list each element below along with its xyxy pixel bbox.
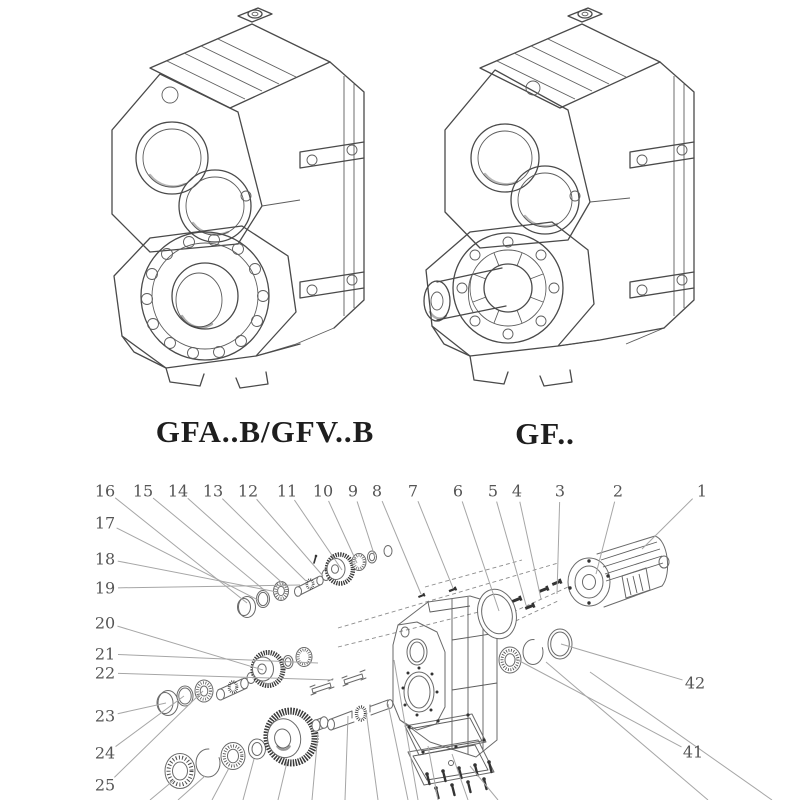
leader-line-24: [116, 696, 184, 747]
leader-line-42: [561, 644, 683, 680]
callout-number-1: 1: [696, 481, 708, 501]
housing-gasket: [405, 713, 486, 755]
leader-line-5: [497, 502, 526, 605]
leader-line-20: [117, 626, 263, 670]
shaft-keys: [310, 670, 366, 695]
leader-line-14: [188, 498, 288, 588]
callout-number-3: 3: [554, 481, 566, 501]
model-label-gf: GF..: [515, 416, 575, 451]
reducer-drawing-gf: [424, 8, 694, 386]
exploded-view: [150, 536, 772, 800]
output-flange-rings: [473, 585, 572, 673]
leader-line-41: [514, 658, 681, 747]
callout-number-13: 13: [202, 481, 224, 501]
input-shaft-assembly: [238, 546, 393, 618]
callout-number-17: 17: [94, 513, 116, 533]
callout-number-22: 22: [94, 663, 116, 683]
leader-line-4: [520, 502, 541, 599]
callout-number-8: 8: [371, 481, 383, 501]
callout-number-4: 4: [511, 481, 523, 501]
callout-number-25: 25: [94, 775, 116, 795]
output-shaft-assembly: [165, 700, 393, 789]
leader-line-7: [418, 501, 453, 588]
leader-line-1: [642, 499, 693, 549]
leader-line-10: [329, 501, 357, 563]
callout-number-11: 11: [276, 481, 298, 501]
callout-number-18: 18: [94, 549, 116, 569]
assembly-axis-dashed: [338, 563, 558, 628]
callout-number-21: 21: [94, 644, 116, 664]
callout-number-41: 41: [682, 742, 704, 762]
callout-number-15: 15: [132, 481, 154, 501]
reducer-drawing-gfab-gfvb: [112, 8, 364, 388]
callout-number-42: 42: [684, 673, 706, 693]
flange-bolt-holes: [457, 237, 559, 339]
callout-number-5: 5: [487, 481, 499, 501]
callout-number-14: 14: [167, 481, 189, 501]
leader-line-11: [294, 500, 342, 570]
callout-number-7: 7: [407, 481, 419, 501]
intermediate-shaft-assembly: [157, 648, 312, 716]
callout-number-19: 19: [94, 578, 116, 598]
callout-layer: [95, 482, 707, 795]
callout-number-6: 6: [452, 481, 464, 501]
leader-line-6: [462, 501, 499, 611]
leader-line-2: [596, 502, 615, 574]
callout-number-9: 9: [347, 481, 359, 501]
leader-line-22: [118, 673, 333, 680]
flange-bolt-holes: [142, 235, 269, 359]
callout-number-20: 20: [94, 613, 116, 633]
oil-pan: [408, 740, 494, 785]
motor: [568, 536, 669, 607]
leader-line-19: [118, 585, 300, 588]
callout-number-23: 23: [94, 706, 116, 726]
callout-number-16: 16: [94, 481, 116, 501]
callout-number-12: 12: [237, 481, 259, 501]
leader-line-9: [357, 501, 375, 557]
leader-line-17: [117, 528, 258, 600]
callout-number-10: 10: [312, 481, 334, 501]
callout-number-24: 24: [94, 743, 116, 763]
callout-number-2: 2: [612, 481, 624, 501]
model-label-gfab-gfvb: GFA..B/GFV..B: [155, 414, 375, 449]
